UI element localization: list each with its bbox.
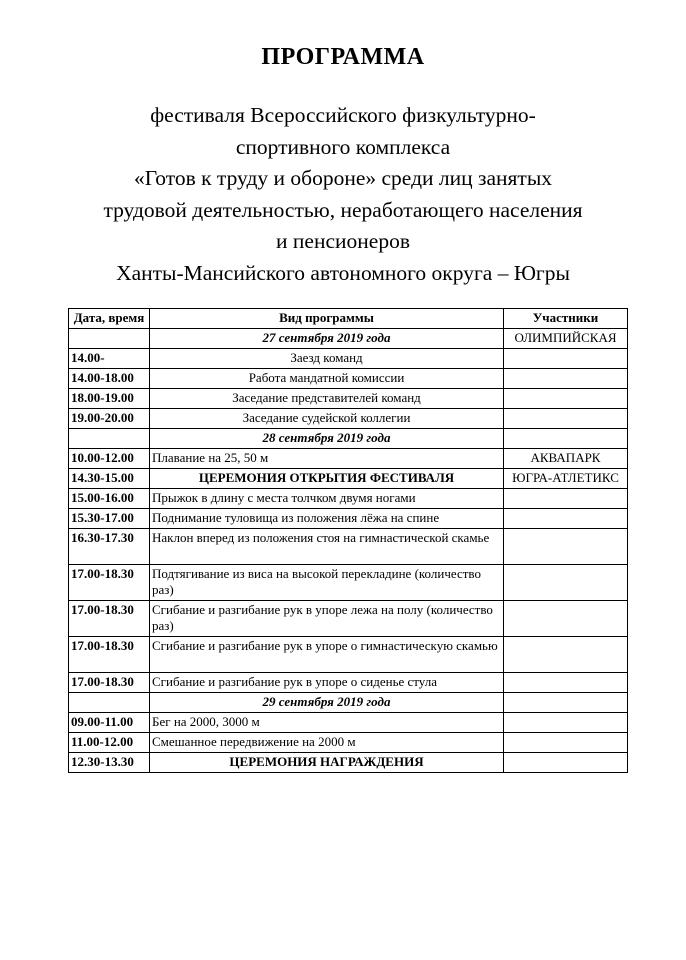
participants-cell <box>504 349 628 369</box>
program-cell: Сгибание и разгибание рук в упоре о гимнастическую скамью <box>150 637 504 673</box>
time-cell: 15.00-16.00 <box>69 489 150 509</box>
participants-cell <box>504 673 628 693</box>
participants-cell: ЮГРА-АТЛЕТИКС <box>504 469 628 489</box>
table-row <box>69 509 628 529</box>
time-cell: 17.00-18.30 <box>69 565 150 601</box>
table-row <box>69 733 628 753</box>
time-cell <box>69 429 150 449</box>
table-row <box>69 565 628 601</box>
program-cell: Заседание судейской коллегии <box>150 409 504 429</box>
program-table <box>68 308 628 773</box>
time-cell: 14.00- <box>69 349 150 369</box>
table-row-date <box>69 329 628 349</box>
time-cell: 16.30-17.30 <box>69 529 150 565</box>
table-header-row <box>69 309 628 329</box>
program-cell: Сгибание и разгибание рук в упоре о сиденье стула <box>150 673 504 693</box>
program-cell: Прыжок в длину с места толчком двумя ногами <box>150 489 504 509</box>
time-cell: 18.00-19.00 <box>69 389 150 409</box>
subtitle-line: трудовой деятельностью, неработающего населения <box>103 197 583 222</box>
subtitle-line: «Готов к труду и обороне» среди лиц занятых <box>133 166 553 190</box>
time-cell: 12.30-13.30 <box>69 753 150 773</box>
header-participants: Участники <box>504 309 628 329</box>
program-cell: ЦЕРЕМОНИЯ НАГРАЖДЕНИЯ <box>150 753 504 773</box>
participants-cell <box>504 369 628 389</box>
participants-cell <box>504 733 628 753</box>
header-program: Вид программы <box>150 309 504 329</box>
time-cell: 14.30-15.00 <box>69 469 150 489</box>
subtitle-line: спортивного комплекса <box>235 134 451 159</box>
participants-cell <box>504 529 628 565</box>
participants-cell <box>504 409 628 429</box>
program-cell: Поднимание туловища из положения лёжа на спине <box>150 509 504 529</box>
time-cell: 14.00-18.00 <box>69 369 150 389</box>
program-cell: Заезд команд <box>150 349 504 369</box>
program-cell: Работа мандатной комиссии <box>150 369 504 389</box>
program-cell: Плавание на 25, 50 м <box>150 449 504 469</box>
table-row <box>69 389 628 409</box>
subtitle <box>40 100 646 289</box>
participants-cell <box>504 389 628 409</box>
time-cell: 09.00-11.00 <box>69 713 150 733</box>
program-cell: Подтягивание из виса на высокой перекладине (количество раз) <box>150 565 504 601</box>
time-cell: 15.30-17.00 <box>69 509 150 529</box>
program-cell: ЦЕРЕМОНИЯ ОТКРЫТИЯ ФЕСТИВАЛЯ <box>150 469 504 489</box>
table-row <box>69 601 628 637</box>
table-row <box>69 637 628 673</box>
time-cell: 10.00-12.00 <box>69 449 150 469</box>
participants-cell <box>504 753 628 773</box>
header-date-time: Дата, время <box>69 309 150 329</box>
participants-cell: АКВАПАРК <box>504 449 628 469</box>
participants-cell <box>504 601 628 637</box>
table-row <box>69 369 628 389</box>
program-cell: Заседание представителей команд <box>150 389 504 409</box>
table-row <box>69 349 628 369</box>
date-cell: 28 сентября 2019 года <box>150 429 504 449</box>
subtitle-line: фестиваля Всероссийского физкультурно- <box>150 103 536 127</box>
table-row-date <box>69 693 628 713</box>
participants-cell: ОЛИМПИЙСКАЯ <box>504 329 628 349</box>
subtitle-line: Ханты-Мансийского автономного округа – Югры <box>116 260 570 285</box>
participants-cell <box>504 713 628 733</box>
participants-cell <box>504 509 628 529</box>
time-cell: 17.00-18.30 <box>69 601 150 637</box>
program-cell: Бег на 2000, 3000 м <box>150 713 504 733</box>
program-cell: Смешанное передвижение на 2000 м <box>150 733 504 753</box>
table-row <box>69 449 628 469</box>
subtitle-line: и пенсионеров <box>276 229 410 253</box>
participants-cell <box>504 565 628 601</box>
participants-cell <box>504 693 628 713</box>
participants-cell <box>504 489 628 509</box>
program-cell: Сгибание и разгибание рук в упоре лежа на полу (количество раз) <box>150 601 504 637</box>
table-row <box>69 529 628 565</box>
date-cell: 29 сентября 2019 года <box>150 693 504 713</box>
page-title: ПРОГРАММА <box>261 44 425 70</box>
participants-cell <box>504 637 628 673</box>
time-cell: 17.00-18.30 <box>69 673 150 693</box>
time-cell: 11.00-12.00 <box>69 733 150 753</box>
participants-cell <box>504 429 628 449</box>
time-cell <box>69 693 150 713</box>
table-row <box>69 753 628 773</box>
program-cell: Наклон вперед из положения стоя на гимнастической скамье <box>150 529 504 565</box>
time-cell <box>69 329 150 349</box>
table-row <box>69 489 628 509</box>
table-row <box>69 713 628 733</box>
date-cell: 27 сентября 2019 года <box>150 329 504 349</box>
table-row <box>69 409 628 429</box>
table-row <box>69 673 628 693</box>
time-cell: 19.00-20.00 <box>69 409 150 429</box>
time-cell: 17.00-18.30 <box>69 637 150 673</box>
table-row <box>69 469 628 489</box>
table-row-date <box>69 429 628 449</box>
